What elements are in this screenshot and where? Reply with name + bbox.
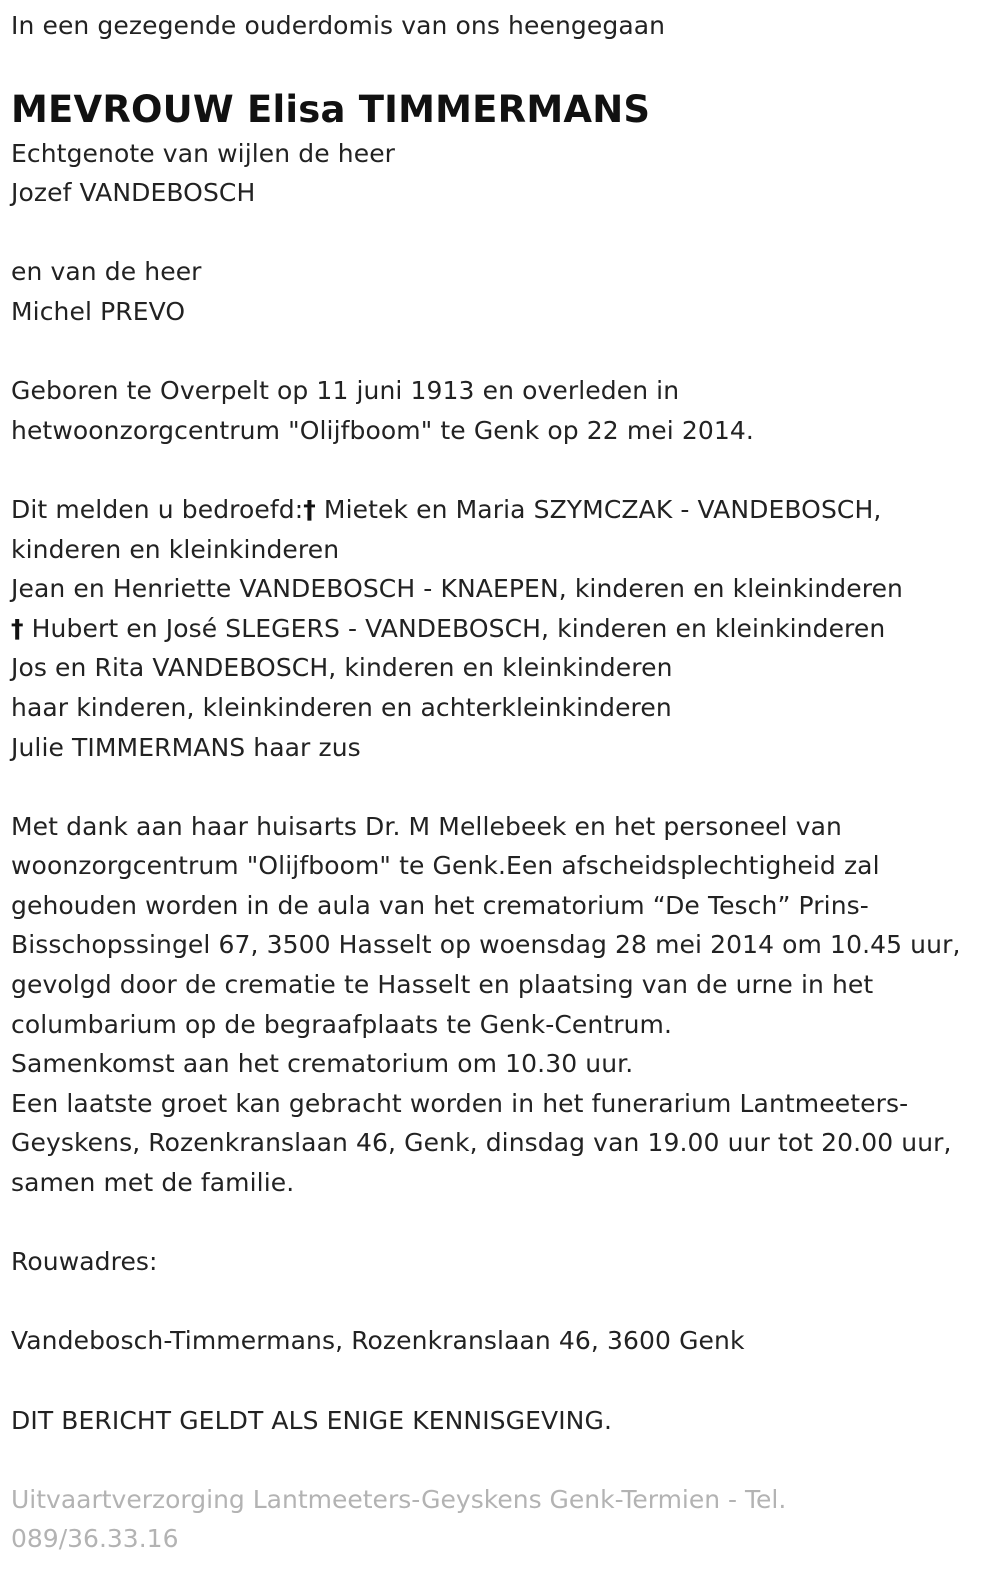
thanks-line: Een laatste groet kan gebracht worden in het funerarium Lantmeeters-: [11, 1088, 909, 1118]
thanks-line: woonzorgcentrum "Olijfboom" te Genk.Een afscheidsplechtigheid zal: [11, 851, 880, 881]
family-line: Julie TIMMERMANS haar zus: [11, 732, 361, 762]
birth-death-line: hetwoonzorgcentrum "Olijfboom" te Genk op 22 mei 2014.: [11, 415, 754, 445]
cross-icon: †: [11, 613, 24, 643]
birth-death-section: [11, 371, 1000, 450]
spouse-line: en van de heer: [11, 257, 202, 287]
spouse-line: Echtgenote van wijlen de heer: [11, 138, 396, 168]
thanks-line: Bisschopssingel 67, 3500 Hasselt op woensdag 28 mei 2014 om 10.45 uur,: [11, 930, 961, 960]
family-line: [11, 609, 1000, 649]
family-names: Mietek en Maria SZYMCZAK - VANDEBOSCH,: [315, 494, 882, 524]
funeral-home-line: Uitvaartverzorging Lantmeeters-Geyskens Genk-Termien - Tel.: [11, 1484, 787, 1514]
family-section: [11, 490, 1000, 767]
thanks-line: samen met de familie.: [11, 1168, 295, 1198]
family-names: Hubert en José SLEGERS - VANDEBOSCH, kinderen en kleinkinderen: [23, 613, 886, 643]
birth-death-line: Geboren te Overpelt op 11 juni 1913 en overleden in: [11, 376, 680, 406]
deceased-name: MEVROUW Elisa TIMMERMANS: [11, 87, 651, 131]
thanks-line: gehouden worden in de aula van het crematorium “De Tesch” Prins-: [11, 890, 869, 920]
thanks-line: columbarium op de begraafplaats te Genk-Centrum.: [11, 1009, 673, 1039]
thanks-line: gevolgd door de crematie te Hasselt en plaatsing van de urne in het: [11, 970, 874, 1000]
family-line: [11, 490, 1000, 530]
family-line: Jos en Rita VANDEBOSCH, kinderen en kleinkinderen: [11, 653, 673, 683]
family-intro: Dit melden u bedroefd:: [11, 494, 304, 524]
thanks-line: Met dank aan haar huisarts Dr. M Mellebeek en het personeel van: [11, 811, 843, 841]
cross-icon: †: [303, 494, 316, 524]
notice-text: DIT BERICHT GELDT ALS ENIGE KENNISGEVING.: [11, 1405, 612, 1435]
footer: [11, 1480, 1000, 1559]
address-value: Vandebosch-Timmermans, Rozenkranslaan 46, 3600 Genk: [11, 1326, 745, 1356]
spouse-line: Jozef VANDEBOSCH: [11, 178, 256, 208]
thanks-line: Samenkomst aan het crematorium om 10.30 uur.: [11, 1049, 634, 1079]
spouse-line: Michel PREVO: [11, 296, 186, 326]
funeral-home-phone: 089/36.33.16: [11, 1524, 179, 1554]
family-line: haar kinderen, kleinkinderen en achterkleinkinderen: [11, 692, 672, 722]
thanks-line: Geyskens, Rozenkranslaan 46, Genk, dinsdag van 19.00 uur tot 20.00 uur,: [11, 1128, 952, 1158]
family-line: kinderen en kleinkinderen: [11, 534, 340, 564]
spouse-section: [11, 134, 1000, 332]
intro-text: In een gezegende ouderdomis van ons heengegaan: [11, 11, 666, 40]
address-label: Rouwadres:: [11, 1247, 158, 1277]
family-line: Jean en Henriette VANDEBOSCH - KNAEPEN, kinderen en kleinkinderen: [11, 574, 903, 604]
address-section: [11, 1242, 1000, 1361]
thanks-section: [11, 807, 1000, 1203]
